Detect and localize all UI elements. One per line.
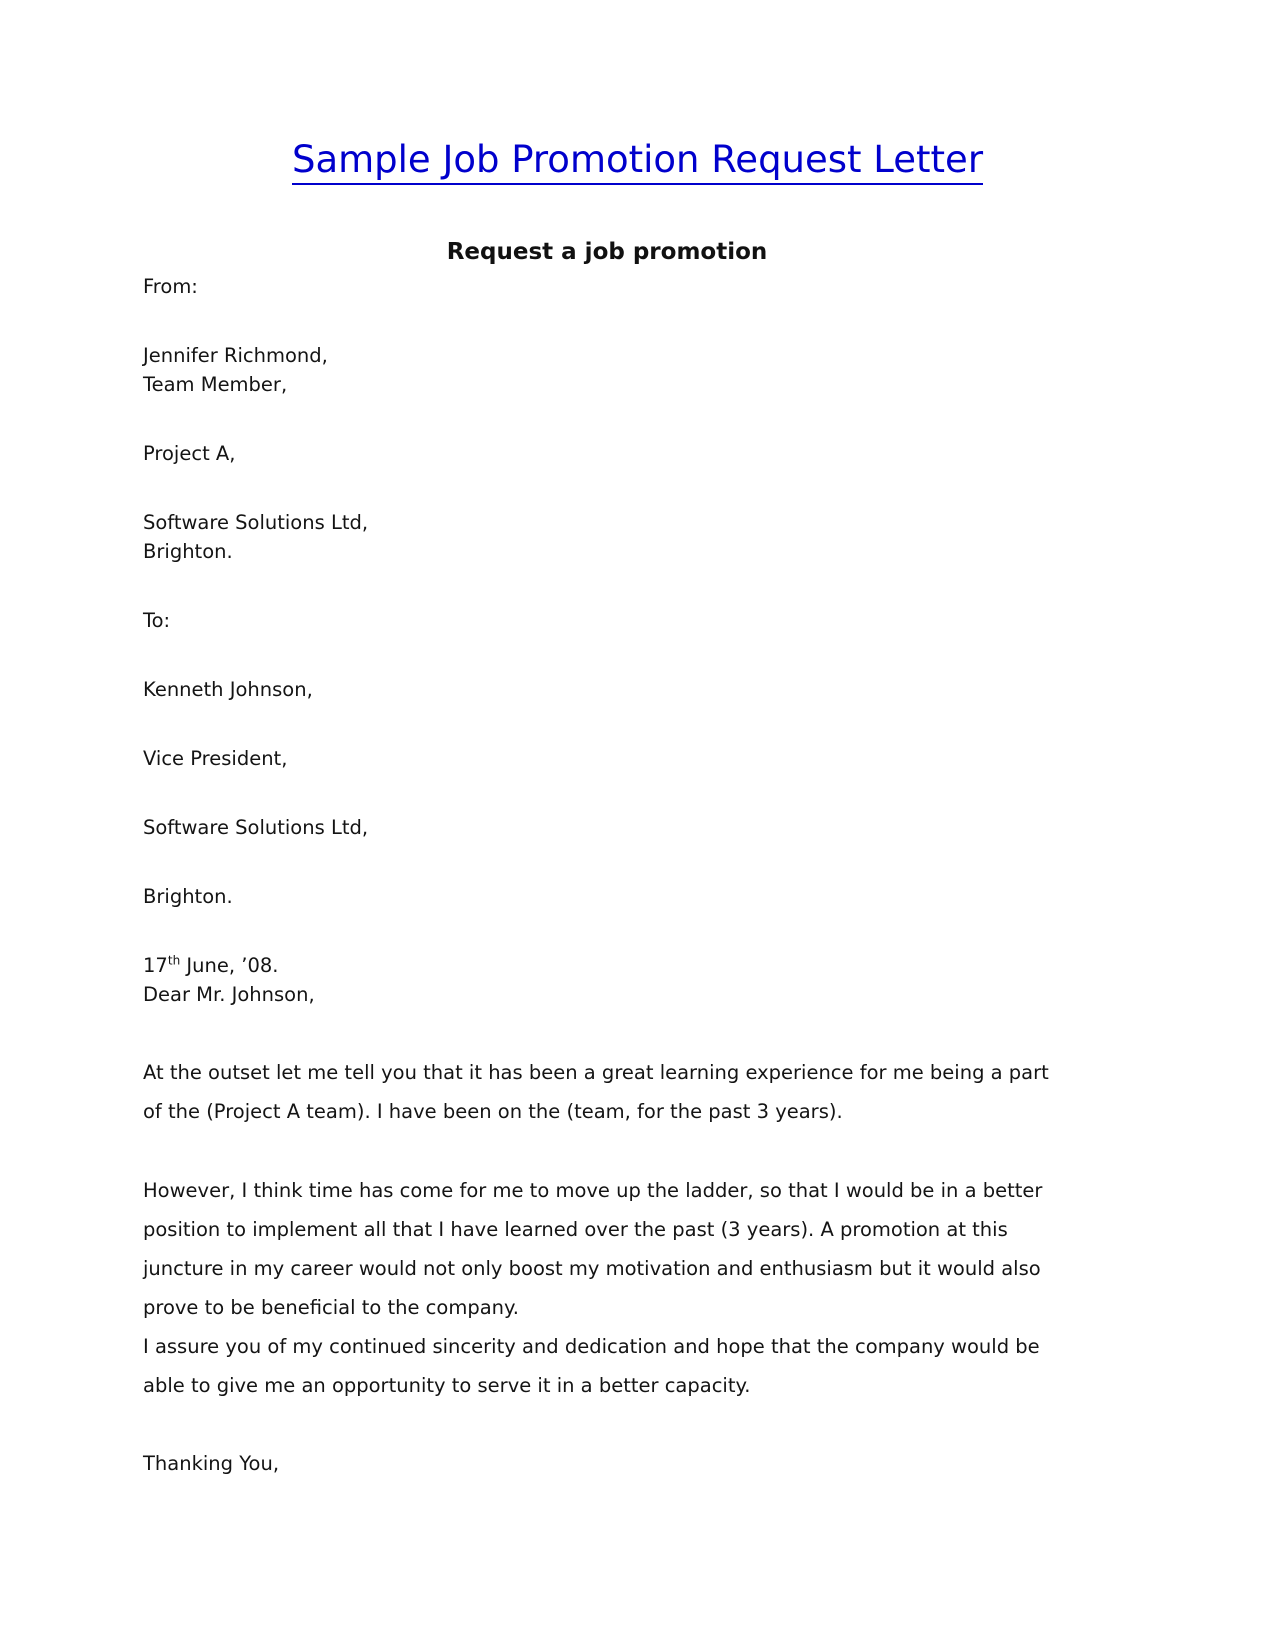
sender-company: Software Solutions Ltd, (143, 511, 369, 534)
sender-project: Project A, (143, 442, 236, 465)
spacer (143, 842, 1058, 882)
page-subtitle: Request a job promotion (446, 239, 768, 265)
recipient-job-title: Vice President, (143, 747, 288, 770)
sender-label: From: (143, 275, 198, 298)
spacer (143, 1131, 1058, 1171)
page-title (0, 138, 1275, 182)
sender-name: Jennifer Richmond, (143, 344, 328, 367)
body-paragraph-1: At the outset let me tell you that it has been a great learning experience for me being a part of the (Project A team). I have been on the (team, for the past 3 years). (143, 1061, 1049, 1123)
salutation: Dear Mr. Johnson, (143, 983, 315, 1006)
spacer (143, 468, 1058, 508)
body-paragraph-3: I assure you of my continued sincerity and dedication and hope that the company would be able to give me an opportunity to serve it in a better capacity. (143, 1335, 1040, 1397)
date-day: 17 (143, 954, 168, 977)
sender-job-title: Team Member, (143, 373, 288, 396)
date-ordinal-suffix: th (167, 953, 181, 968)
spacer (143, 911, 1058, 951)
sender-city: Brighton. (143, 540, 233, 563)
spacer (143, 704, 1058, 744)
spacer (143, 1405, 1058, 1449)
spacer (143, 773, 1058, 813)
spacer (143, 635, 1058, 675)
date-rest: June, ’08. (180, 954, 279, 977)
recipient-company: Software Solutions Ltd, (143, 816, 369, 839)
spacer (143, 566, 1058, 606)
letter-body (143, 272, 1058, 1478)
body-paragraph-2: However, I think time has come for me to move up the ladder, so that I would be in a better position to implement all that I have learned over the past (3 years). A promotion at this juncture in my career would not only boost my motivation and enthusiasm but it would also prove to be beneficial to the company. (143, 1179, 1043, 1319)
closing: Thanking You, (143, 1452, 280, 1475)
page-title-text: Sample Job Promotion Request Letter (292, 138, 983, 185)
spacer (143, 301, 1058, 341)
letter-date (143, 951, 1058, 980)
recipient-city: Brighton. (143, 885, 233, 908)
recipient-name: Kenneth Johnson, (143, 678, 313, 701)
spacer (143, 1009, 1058, 1053)
spacer (143, 399, 1058, 439)
recipient-label: To: (143, 609, 171, 632)
